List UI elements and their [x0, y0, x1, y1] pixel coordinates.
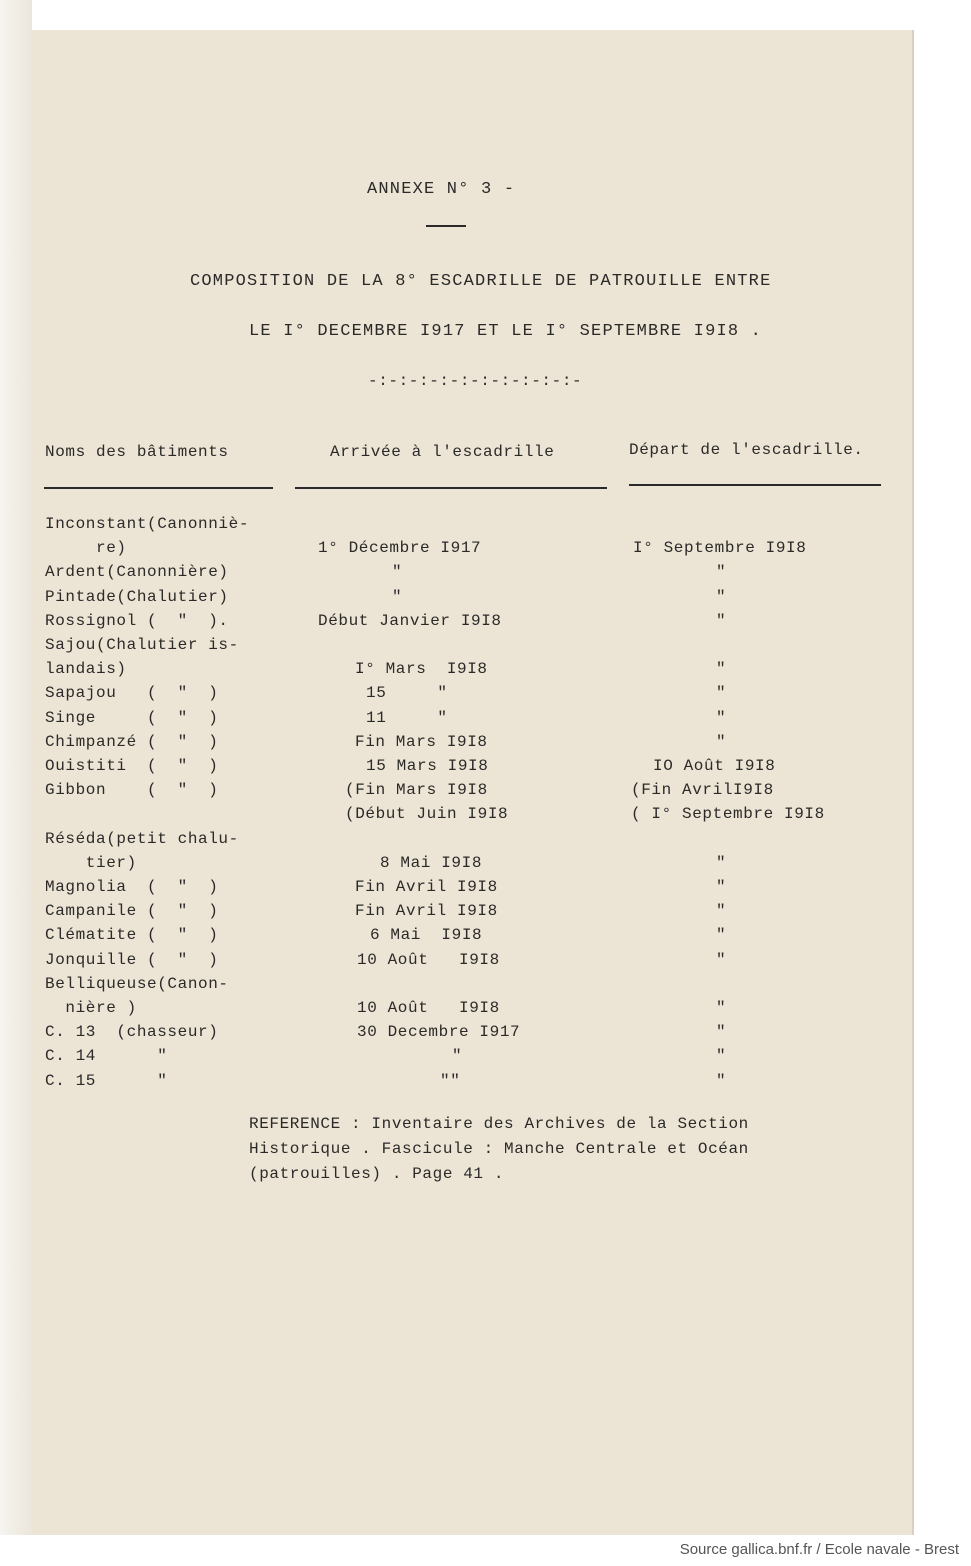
departure-date: " — [716, 660, 727, 679]
arrival-date: 15 Mars I9I8 — [366, 757, 489, 775]
ship-name: Gibbon ( " ) — [45, 781, 219, 800]
header-rule-arrival — [295, 487, 607, 489]
arrival-date: (Fin Mars I9I8 — [345, 781, 488, 800]
arrival-date: 10 Août I9I8 — [357, 999, 500, 1017]
arrival-date: Fin Avril I9I8 — [355, 902, 498, 921]
ship-name: Belliqueuse(Canon- — [45, 974, 229, 993]
arrival-date: Début Janvier I9I8 — [318, 611, 502, 630]
ship-name: C. 13 (chasseur) — [45, 1023, 219, 1042]
departure-date: " — [716, 1047, 727, 1066]
departure-date: " — [716, 950, 727, 969]
ship-name: Sajou(Chalutier is- — [45, 636, 239, 654]
arrival-date: Fin Avril I9I8 — [355, 878, 498, 896]
departure-date: ( I° Septembre I9I8 — [631, 805, 825, 824]
arrival-date: 8 Mai I9I8 — [380, 853, 483, 872]
departure-date: " — [716, 708, 727, 727]
departure-date: " — [716, 926, 727, 945]
ship-name: Réséda(petit chalu- — [45, 829, 239, 848]
ship-name: Ouistiti ( " ) — [45, 757, 219, 775]
ship-name: Singe ( " ) — [45, 708, 219, 727]
source-credit: Source gallica.bnf.fr / Ecole navale - Brest — [679, 1541, 959, 1558]
departure-date: " — [716, 878, 727, 896]
heading-line-1: COMPOSITION DE LA 8° ESCADRILLE DE PATROUILLE ENTRE — [190, 272, 772, 291]
arrival-date: I° Mars I9I8 — [355, 660, 488, 679]
header-rule-names — [44, 487, 273, 489]
arrival-date: "" — [440, 1071, 461, 1090]
reference-line-2: Historique . Fascicule : Manche Centrale et Océan — [249, 1140, 749, 1158]
ship-name: Sapajou ( " ) — [45, 684, 219, 703]
departure-date: I° Septembre I9I8 — [633, 539, 807, 558]
arrival-date: 15 " — [366, 684, 448, 703]
arrival-date: 30 Decembre I917 — [357, 1023, 521, 1042]
departure-date: " — [716, 902, 727, 921]
ship-name: Magnolia ( " ) — [45, 878, 219, 896]
ship-name: Pintade(Chalutier) — [45, 587, 229, 606]
header-rule-departure — [629, 484, 881, 486]
departure-date: " — [716, 1071, 727, 1090]
arrival-date: Fin Mars I9I8 — [355, 732, 488, 751]
departure-date: " — [716, 587, 727, 606]
arrival-date: 11 " — [366, 708, 448, 727]
ship-name: Jonquille ( " ) — [45, 950, 219, 969]
ship-name: C. 15 " — [45, 1071, 168, 1090]
scan-edge — [0, 0, 32, 1535]
ship-name: Clématite ( " ) — [45, 926, 219, 945]
departure-date: " — [716, 732, 727, 751]
title-underline — [426, 225, 466, 227]
ship-name: tier) — [45, 853, 137, 872]
reference-line-1: REFERENCE : Inventaire des Archives de la Section — [249, 1115, 749, 1133]
departure-date: " — [716, 853, 727, 872]
ship-name: C. 14 " — [45, 1047, 168, 1066]
annex-title: ANNEXE N° 3 - — [367, 180, 516, 199]
departure-date: (Fin AvrilI9I8 — [631, 781, 774, 800]
departure-date: " — [716, 999, 727, 1017]
ship-name: Inconstant(Canonniè- — [45, 515, 250, 533]
departure-date: " — [716, 1023, 727, 1042]
reference-line-3: (patrouilles) . Page 41 . — [249, 1165, 505, 1183]
departure-date: " — [716, 563, 727, 582]
heading-line-2: LE I° DECEMBRE I917 ET LE I° SEPTEMBRE I9I8 . — [249, 322, 763, 341]
ship-name: Chimpanzé ( " ) — [45, 732, 219, 751]
arrival-date: (Début Juin I9I8 — [345, 805, 509, 824]
departure-date: " — [716, 611, 727, 630]
ship-name: Rossignol ( " ). — [45, 611, 229, 630]
separator: -:-:-:-:-:-:-:-:-:-:- — [368, 372, 583, 390]
column-header-names: Noms des bâtiments — [45, 443, 229, 461]
arrival-date: 1° Décembre I917 — [318, 539, 482, 558]
ship-name: re) — [45, 539, 127, 558]
arrival-date: 10 Août I9I8 — [357, 950, 500, 969]
column-header-arrival: Arrivée à l'escadrille — [330, 443, 555, 461]
column-header-departure: Départ de l'escadrille. — [629, 441, 864, 459]
departure-date: " — [716, 684, 727, 703]
ship-name: Ardent(Canonnière) — [45, 563, 229, 582]
ship-name: nière ) — [45, 999, 137, 1017]
departure-date: IO Août I9I8 — [653, 757, 776, 775]
arrival-date: 6 Mai I9I8 — [370, 926, 483, 945]
arrival-date: " — [392, 563, 403, 582]
ship-name: Campanile ( " ) — [45, 902, 219, 921]
ship-name: landais) — [45, 660, 127, 679]
arrival-date: " — [392, 587, 403, 606]
arrival-date: " — [452, 1047, 463, 1066]
